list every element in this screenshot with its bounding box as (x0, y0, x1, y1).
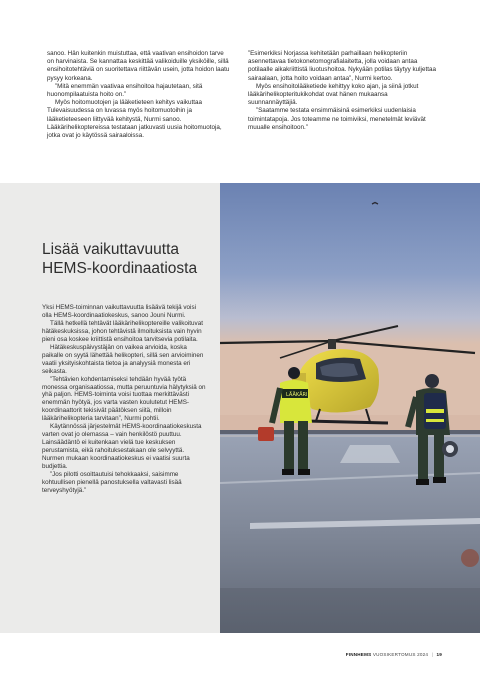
paragraph: ”Esimerkiksi Norjassa kehitetään parhaillaan helikopteriin asennettavaa tietokonetomografialaitetta, jolla voidaan antaa potilaalle aikakriittistä liuotushoitoa. Nykyään potilas täytyy kuljettaa sairaalaan, jotta hoito voidaan antaa”, Nurmi kertoo. (248, 50, 436, 82)
paragraph: Tällä hetkellä tehtävät lääkärihelikoptereille valikoituvat hätäkeskuksissa, johon tehtävistä ilmoituksista vain hyvin pieni osa koskee kriittistä ensihoitoa tarvitsevia potilaita. (42, 319, 203, 343)
paragraph: sanoo. Hän kuitenkin muistuttaa, että vaativan ensihoidon tarve on harvinaista. Se kannattaa keskittää valikoiduille yksiköille, sillä ensihoitotehtäviä on suoritettava riittävän usein, jotta hoidon laatu pysyy korkeana. (47, 50, 230, 82)
headline-line-1: Lisää vaikuttavuutta (42, 241, 180, 258)
paragraph: Myös hoitomuotojen ja lääketieteen kehitys vaikuttaa Tulevaisuudessa on luvassa myös hoitomuotoihin ja lääketieteeseen liittyvää kehitystä, Nurmi sanoo. Lääkärihelikoptereissa testataan jatkuvasti uusia hoitomuotoja, jotka ovat jo käytössä sairaaloissa. (47, 99, 222, 140)
sidebar-headline (42, 240, 212, 278)
paragraph: Myös ensihoitolääketiede kehittyy koko ajan, ja siinä jotkut lääkärihelikopteritukikohdat ovat hänen mukaansa suunnannäyttäjiä. (248, 82, 419, 107)
paragraph: ”Mitä enemmän vaativaa ensihoitoa hajautetaan, sitä huonompilaatuista hoito on.” (47, 82, 203, 99)
paragraph: ”Jos pilotti osoittautuisi tehokkaaksi, saisimme kohtuullisen pienellä panostuksella valtavasti lisää terveyshyötyjä.” (42, 471, 182, 494)
paragraph: ”Saatamme testata ensimmäisinä esimerkiksi uudenlaisia toimintatapoja. Jos toteamme ne toimiviksi, menetelmät leviävät muualle ensihoitoon.” (248, 107, 426, 131)
footer-subtitle: VUOSIKERTOMUS 2024 (372, 652, 429, 657)
vest-label: LÄÄKÄRI (286, 392, 308, 398)
page-number: 19 (436, 652, 442, 657)
helicopter-photo (220, 183, 480, 633)
headline-line-2: HEMS-koordinaatiosta (42, 260, 198, 277)
paragraph: Käytännössä järjestelmät HEMS-koordinaatiokeskusta varten ovat jo olemassa – vain henkilöstö puuttuu. Lainsäädäntö ei kuitenkaan vielä tue keskuksen perustamista, eikä rahoituksestakaan ole selvyyttä. Nurmen mukaan koordinaatiokeskus ei vaatisi suurta budjettia. (42, 423, 202, 471)
paragraph: Yksi HEMS-toiminnan vaikuttavuutta lisäävä tekijä voisi olla HEMS-koordinaatiokeskus, sanoo Jouni Nurmi. (42, 304, 196, 319)
sidebar-body-text (42, 304, 207, 495)
top-article-columns (0, 50, 480, 190)
paragraph: ”Tehtävien kohdentamiseksi tehdään hyvää työtä monessa organisaatiossa, mutta peruuntuvia hälytyksiä on yhä paljon. HEMS-toiminta voisi tuottaa merkittävästi enemmän hyötyä, jos varta vasten koulutetut HEMS-koordinaattorit tekisivät päätöksen siitä, milloin lääkärihelikopteria tarvitaan”, Nurmi pohtii. (42, 375, 206, 423)
helicopter-photo-illustration (220, 183, 480, 633)
footer-brand: FINNHEMS (345, 652, 372, 657)
page-footer (346, 652, 442, 657)
paragraph: Hätäkeskuspäivystäjän on vaikea arvioida, koska paikalle on syytä lähettää helikopteri, sillä sen arvioiminen vaatii yksityiskohtaista tietoa ja analyysiä monesta eri seikasta. (42, 343, 204, 375)
footer-separator: | (431, 652, 433, 657)
top-left-column (47, 50, 231, 140)
top-right-column (248, 50, 438, 132)
